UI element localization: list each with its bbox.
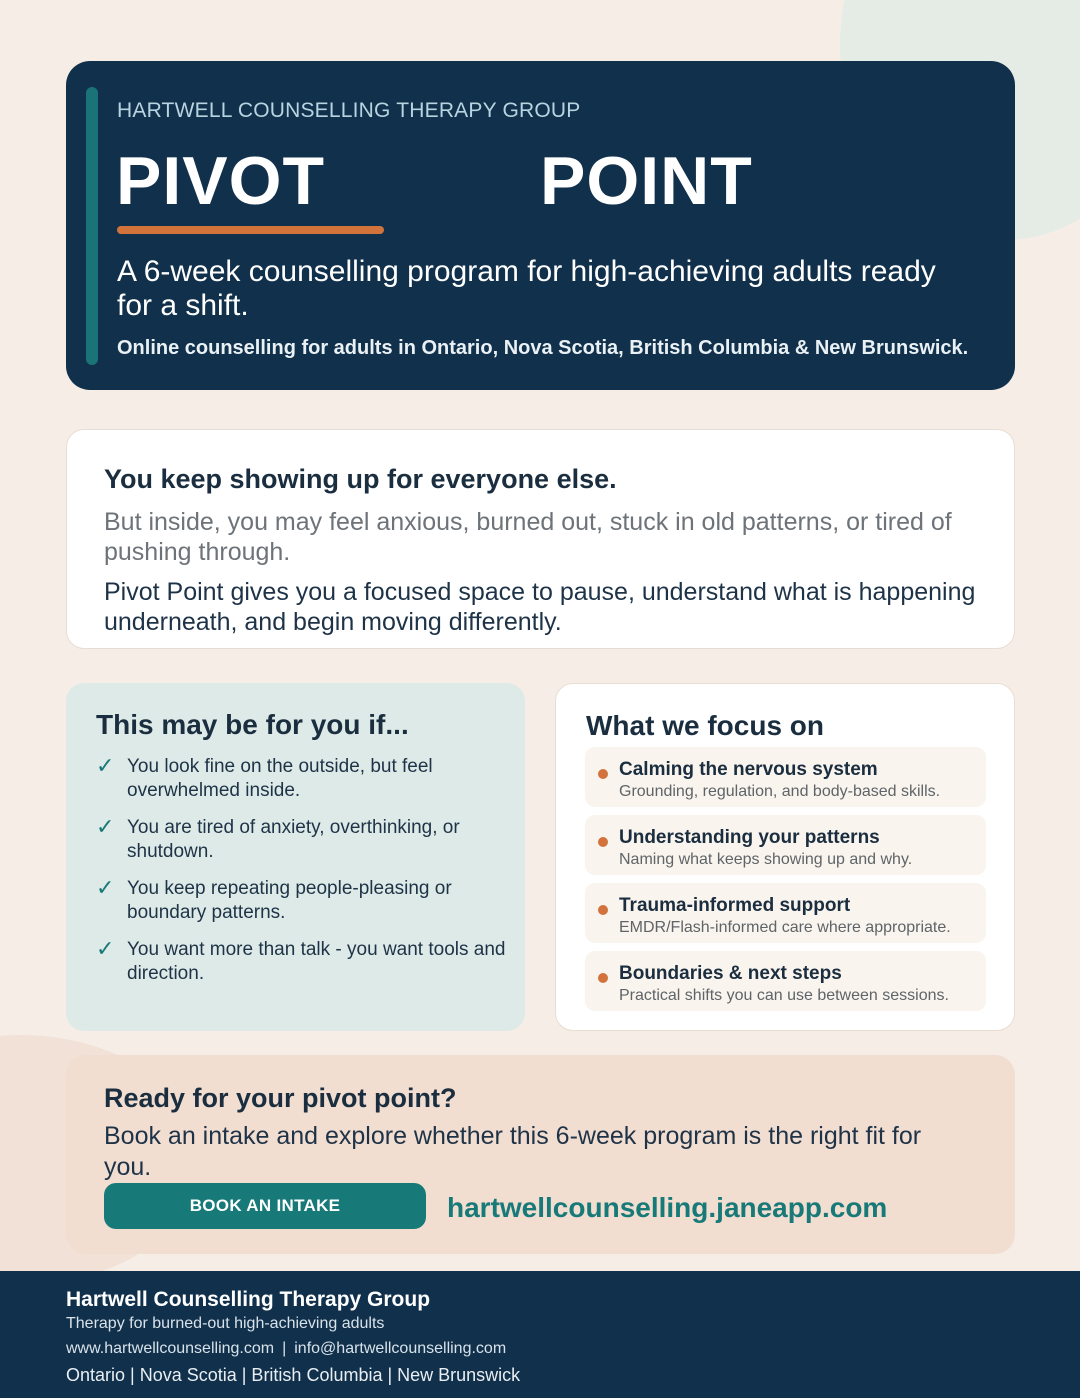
- list-item-text: You look fine on the outside, but feel overwhelmed inside.: [127, 756, 433, 801]
- focus-item: [585, 747, 986, 807]
- call-to-action-card: [66, 1055, 1015, 1254]
- focus-list: [585, 747, 986, 1019]
- focus-item-description: Naming what keeps showing up and why.: [619, 851, 913, 868]
- check-icon: ✓: [96, 753, 115, 778]
- for-you-card: [66, 683, 525, 1031]
- focus-item-description: Practical shifts you can use between sessions.: [619, 987, 949, 1004]
- cta-text: Book an intake and explore whether this 6-week program is the right fit for you.: [104, 1122, 922, 1181]
- footer-tagline: Therapy for burned-out high-achieving adults: [66, 1315, 385, 1332]
- bullet-dot-icon: [598, 769, 608, 779]
- focus-card: [555, 683, 1015, 1031]
- bullet-dot-icon: [598, 973, 608, 983]
- footer-contact: [66, 1340, 506, 1358]
- focus-item-title: Calming the nervous system: [619, 759, 878, 780]
- title-underline: [117, 226, 384, 234]
- focus-item-title: Understanding your patterns: [619, 827, 880, 848]
- organization-name: HARTWELL COUNSELLING THERAPY GROUP: [117, 99, 581, 122]
- check-icon: ✓: [96, 936, 115, 961]
- list-item-text: You want more than talk - you want tools and direction.: [127, 939, 506, 984]
- program-title-word-2: POINT: [540, 143, 753, 219]
- focus-item-description: Grounding, regulation, and body-based skills.: [619, 783, 941, 800]
- service-area-note: Online counselling for adults in Ontario, Nova Scotia, British Columbia & New Brunswick.: [117, 337, 969, 359]
- focus-item-title: Boundaries & next steps: [619, 963, 842, 984]
- cta-heading: Ready for your pivot point?: [104, 1083, 457, 1113]
- website-link[interactable]: www.hartwellcounselling.com: [66, 1340, 275, 1357]
- for-you-list: [96, 755, 506, 999]
- focus-item: [585, 951, 986, 1011]
- focus-item-title: Trauma-informed support: [619, 895, 851, 916]
- focus-item: [585, 815, 986, 875]
- booking-link[interactable]: hartwellcounselling.janeapp.com: [447, 1192, 888, 1223]
- hero-banner: [66, 61, 1015, 390]
- hero-accent-bar: [86, 87, 98, 365]
- bullet-dot-icon: [598, 837, 608, 847]
- footer-separator: |: [282, 1340, 287, 1357]
- bullet-dot-icon: [598, 905, 608, 915]
- program-title-word-1: PIVOT: [116, 143, 326, 219]
- list-item: [96, 755, 506, 803]
- footer: [0, 1271, 1080, 1398]
- focus-item: [585, 883, 986, 943]
- intro-heading: You keep showing up for everyone else.: [104, 464, 617, 494]
- intro-paragraph-2: Pivot Point gives you a focused space to pause, understand what is happening underneath, and begin moving differently.: [104, 578, 976, 636]
- footer-regions: Ontario | Nova Scotia | British Columbia | New Brunswick: [66, 1365, 521, 1385]
- book-intake-button[interactable]: BOOK AN INTAKE: [104, 1183, 426, 1229]
- for-you-heading: This may be for you if...: [96, 709, 409, 740]
- intro-card: [66, 429, 1015, 649]
- list-item: [96, 938, 506, 986]
- program-subtitle: A 6-week counselling program for high-achieving adults ready for a shift.: [117, 255, 936, 322]
- email-link[interactable]: info@hartwellcounselling.com: [294, 1340, 507, 1357]
- footer-org-name: Hartwell Counselling Therapy Group: [66, 1288, 431, 1311]
- intro-paragraph-1: But inside, you may feel anxious, burned out, stuck in old patterns, or tired of pushing through.: [104, 508, 952, 566]
- check-icon: ✓: [96, 875, 115, 900]
- list-item: [96, 816, 506, 864]
- list-item: [96, 877, 506, 925]
- list-item-text: You are tired of anxiety, overthinking, or shutdown.: [127, 817, 460, 862]
- focus-item-description: EMDR/Flash-informed care where appropriate.: [619, 919, 951, 936]
- list-item-text: You keep repeating people-pleasing or boundary patterns.: [127, 878, 452, 923]
- check-icon: ✓: [96, 814, 115, 839]
- focus-heading: What we focus on: [586, 710, 824, 741]
